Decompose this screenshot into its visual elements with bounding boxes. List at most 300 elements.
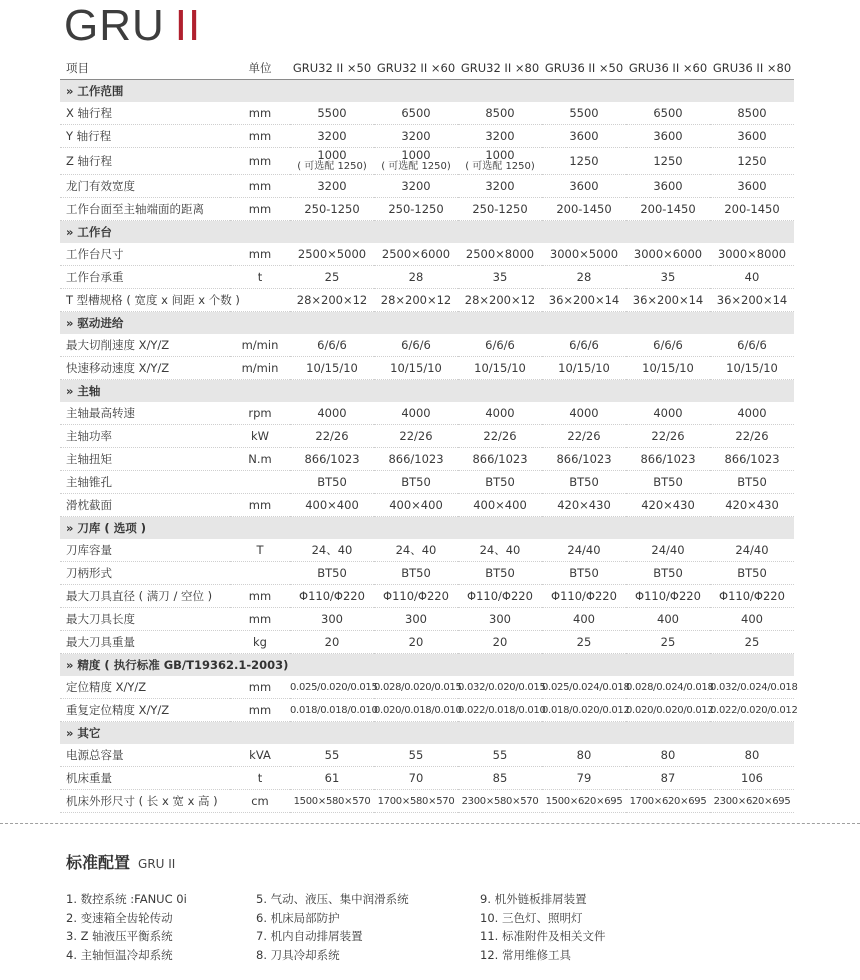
table-row bbox=[60, 175, 794, 198]
row-value bbox=[542, 125, 626, 148]
value-text: 3000×5000 bbox=[549, 247, 619, 261]
section-title: » 精度 ( 执行标准 GB/T19362.1-2003) bbox=[60, 654, 794, 677]
list-item: 12. 常用维修工具 bbox=[480, 947, 571, 962]
row-unit: N.m bbox=[230, 448, 290, 471]
value-text: 1250 bbox=[653, 154, 683, 168]
table-row bbox=[60, 102, 794, 125]
row-value bbox=[542, 471, 626, 494]
row-value bbox=[710, 448, 794, 471]
value-text: 1700×580×570 bbox=[377, 795, 455, 807]
row-value bbox=[374, 243, 458, 266]
row-value bbox=[626, 334, 710, 357]
row-value bbox=[542, 266, 626, 289]
value-text: 1000 bbox=[485, 148, 515, 162]
value-text: 4000 bbox=[569, 406, 599, 420]
value-text: 3200 bbox=[317, 129, 347, 143]
standard-title-text: 标准配置 bbox=[66, 853, 131, 872]
row-value bbox=[290, 198, 374, 221]
row-value bbox=[542, 585, 626, 608]
page-title bbox=[64, 2, 201, 50]
row-value bbox=[626, 425, 710, 448]
value-text: 866/1023 bbox=[472, 452, 528, 466]
table-row bbox=[60, 471, 794, 494]
row-unit: mm bbox=[230, 243, 290, 266]
value-text: 36×200×14 bbox=[716, 293, 788, 307]
row-unit bbox=[230, 471, 290, 494]
row-unit: mm bbox=[230, 125, 290, 148]
row-value bbox=[458, 494, 542, 517]
row-item: 工作台尺寸 bbox=[60, 243, 230, 266]
row-value bbox=[626, 175, 710, 198]
value-text: 6500 bbox=[401, 106, 431, 120]
table-row bbox=[60, 631, 794, 654]
value-text: BT50 bbox=[569, 566, 599, 580]
value-text: 1500×620×695 bbox=[545, 795, 623, 807]
row-value bbox=[626, 699, 714, 722]
value-text: 2300×580×570 bbox=[461, 795, 539, 807]
row-value bbox=[458, 148, 542, 175]
header-model: GRU32 II ×50 bbox=[290, 56, 374, 80]
value-text: 4000 bbox=[401, 406, 431, 420]
section-row bbox=[60, 380, 794, 403]
row-value bbox=[626, 266, 710, 289]
row-value bbox=[290, 402, 374, 425]
header-model: GRU36 II ×60 bbox=[626, 56, 710, 80]
value-text: 3000×8000 bbox=[717, 247, 787, 261]
value-text: 10/15/10 bbox=[390, 361, 442, 375]
value-text: 28×200×12 bbox=[464, 293, 536, 307]
value-text: 400×400 bbox=[473, 498, 527, 512]
value-text: 400×400 bbox=[389, 498, 443, 512]
value-text: 300 bbox=[489, 612, 511, 626]
row-item: 工作台面至主轴端面的距离 bbox=[60, 198, 230, 221]
table-row bbox=[60, 334, 794, 357]
value-text: BT50 bbox=[569, 475, 599, 489]
row-unit: mm bbox=[230, 175, 290, 198]
value-text: 6500 bbox=[653, 106, 683, 120]
value-text: 400 bbox=[573, 612, 595, 626]
value-text: 25 bbox=[744, 635, 760, 649]
value-text: 22/26 bbox=[399, 429, 433, 443]
row-value bbox=[290, 699, 378, 722]
row-value bbox=[710, 266, 794, 289]
row-item: 电源总容量 bbox=[60, 744, 230, 767]
section-title: » 驱动进给 bbox=[60, 312, 794, 335]
row-unit: mm bbox=[230, 494, 290, 517]
row-value bbox=[710, 608, 794, 631]
row-value bbox=[374, 631, 458, 654]
row-unit: kg bbox=[230, 631, 290, 654]
row-value bbox=[290, 744, 374, 767]
value-text: 106 bbox=[741, 771, 763, 785]
value-text: 3600 bbox=[737, 129, 767, 143]
row-unit: t bbox=[230, 767, 290, 790]
table-row bbox=[60, 243, 794, 266]
row-value bbox=[290, 266, 374, 289]
list-item: 6. 机床局部防护 bbox=[256, 910, 340, 925]
row-value bbox=[374, 425, 458, 448]
row-value bbox=[626, 125, 710, 148]
row-value bbox=[290, 631, 374, 654]
row-value bbox=[626, 631, 710, 654]
row-unit bbox=[230, 562, 290, 585]
row-unit: mm bbox=[230, 585, 290, 608]
row-item: 机床外形尺寸 ( 长 x 宽 x 高 ) bbox=[60, 790, 230, 813]
value-text: 55 bbox=[492, 748, 508, 762]
list-item: 7. 机内自动排屑装置 bbox=[256, 929, 363, 943]
value-text: Φ110/Φ220 bbox=[635, 589, 701, 603]
value-text: 866/1023 bbox=[640, 452, 696, 466]
value-text: 3600 bbox=[653, 179, 683, 193]
row-unit: kW bbox=[230, 425, 290, 448]
value-text: 24/40 bbox=[651, 543, 685, 557]
row-item: Z 轴行程 bbox=[60, 148, 230, 175]
row-item: 最大刀具直径 ( 满刀 / 空位 ) bbox=[60, 585, 230, 608]
value-text: 2300×620×695 bbox=[713, 795, 791, 807]
standard-list-col-2 bbox=[256, 890, 409, 964]
value-text: 3200 bbox=[401, 179, 431, 193]
row-value bbox=[374, 357, 458, 380]
row-value bbox=[374, 767, 458, 790]
row-unit: m/min bbox=[230, 334, 290, 357]
row-item: 最大刀具重量 bbox=[60, 631, 230, 654]
row-value bbox=[542, 608, 626, 631]
value-text: 6/6/6 bbox=[653, 338, 683, 352]
row-item: 工作台承重 bbox=[60, 266, 230, 289]
row-value bbox=[542, 102, 626, 125]
value-text: 10/15/10 bbox=[306, 361, 358, 375]
value-text: 55 bbox=[408, 748, 424, 762]
row-unit: kVA bbox=[230, 744, 290, 767]
row-value bbox=[542, 334, 626, 357]
row-value bbox=[710, 175, 794, 198]
row-value bbox=[542, 539, 626, 562]
value-text: 4000 bbox=[317, 406, 347, 420]
value-text: 61 bbox=[324, 771, 340, 785]
value-text: 10/15/10 bbox=[726, 361, 778, 375]
row-item: 主轴扭矩 bbox=[60, 448, 230, 471]
row-value bbox=[710, 562, 794, 585]
row-value bbox=[290, 676, 378, 699]
value-text: 6/6/6 bbox=[401, 338, 431, 352]
row-item: 重复定位精度 X/Y/Z bbox=[60, 699, 230, 722]
value-text: 6/6/6 bbox=[317, 338, 347, 352]
value-text: 0.022/0.020/0.012 bbox=[710, 704, 798, 716]
row-item: 滑枕截面 bbox=[60, 494, 230, 517]
value-text: 0.025/0.024/0.018 bbox=[542, 681, 630, 693]
row-value bbox=[290, 448, 374, 471]
row-value bbox=[458, 699, 546, 722]
row-value bbox=[626, 767, 710, 790]
value-text: 2500×6000 bbox=[381, 247, 451, 261]
value-text: 70 bbox=[408, 771, 424, 785]
row-value bbox=[458, 767, 542, 790]
row-item: 机床重量 bbox=[60, 767, 230, 790]
row-value bbox=[458, 562, 542, 585]
value-text: 250-1250 bbox=[304, 202, 360, 216]
value-text: 55 bbox=[324, 748, 340, 762]
row-value bbox=[374, 676, 462, 699]
row-unit: mm bbox=[230, 676, 290, 699]
row-value bbox=[290, 289, 374, 312]
row-value bbox=[710, 494, 794, 517]
value-text: 2500×8000 bbox=[465, 247, 535, 261]
table-row bbox=[60, 494, 794, 517]
row-value bbox=[290, 125, 374, 148]
row-value bbox=[542, 448, 626, 471]
row-item: 定位精度 X/Y/Z bbox=[60, 676, 230, 699]
value-text: 866/1023 bbox=[388, 452, 444, 466]
value-text: 8500 bbox=[485, 106, 515, 120]
table-row bbox=[60, 767, 794, 790]
row-value bbox=[374, 102, 458, 125]
value-text: 6/6/6 bbox=[737, 338, 767, 352]
value-text: 25 bbox=[576, 635, 592, 649]
row-value bbox=[374, 402, 458, 425]
row-value bbox=[374, 266, 458, 289]
list-item: 3. Z 轴液压平衡系统 bbox=[66, 929, 173, 943]
value-text: 420×430 bbox=[725, 498, 779, 512]
row-value bbox=[542, 175, 626, 198]
value-text: 20 bbox=[492, 635, 508, 649]
row-value bbox=[710, 198, 794, 221]
row-value bbox=[626, 790, 710, 813]
table-row bbox=[60, 266, 794, 289]
row-value bbox=[458, 471, 542, 494]
value-text: 10/15/10 bbox=[642, 361, 694, 375]
list-item: 9. 机外链板排屑装置 bbox=[480, 892, 587, 906]
row-value bbox=[374, 198, 458, 221]
row-value bbox=[542, 676, 630, 699]
value-text: Φ110/Φ220 bbox=[467, 589, 533, 603]
section-title: » 工作台 bbox=[60, 221, 794, 244]
row-value bbox=[458, 608, 542, 631]
value-note: ( 可选配 1250) bbox=[381, 161, 451, 172]
row-value bbox=[458, 448, 542, 471]
value-text: BT50 bbox=[317, 566, 347, 580]
row-value bbox=[626, 148, 710, 175]
value-text: 0.020/0.020/0.012 bbox=[626, 704, 714, 716]
value-text: 79 bbox=[576, 771, 592, 785]
row-value bbox=[290, 102, 374, 125]
row-unit: rpm bbox=[230, 402, 290, 425]
row-value bbox=[290, 471, 374, 494]
title-roman: II bbox=[174, 1, 202, 50]
value-text: BT50 bbox=[401, 566, 431, 580]
value-text: 1250 bbox=[569, 154, 599, 168]
value-text: 28 bbox=[576, 270, 592, 284]
value-text: 3600 bbox=[569, 129, 599, 143]
value-text: 3200 bbox=[485, 179, 515, 193]
row-value bbox=[626, 289, 710, 312]
list-item: 2. 变速箱全齿轮传动 bbox=[66, 910, 173, 925]
value-text: 3200 bbox=[485, 129, 515, 143]
value-text: 8500 bbox=[737, 106, 767, 120]
value-text: 0.028/0.024/0.018 bbox=[626, 681, 714, 693]
value-text: 28×200×12 bbox=[296, 293, 368, 307]
value-text: 80 bbox=[660, 748, 676, 762]
value-text: 22/26 bbox=[651, 429, 685, 443]
row-value bbox=[542, 289, 626, 312]
header-row bbox=[60, 56, 794, 80]
row-value bbox=[458, 334, 542, 357]
value-text: 250-1250 bbox=[472, 202, 528, 216]
row-value bbox=[626, 448, 710, 471]
spec-table bbox=[60, 56, 798, 813]
row-value bbox=[626, 608, 710, 631]
row-unit: mm bbox=[230, 608, 290, 631]
row-item: T 型槽规格 ( 宽度 x 间距 x 个数 ) bbox=[60, 289, 230, 312]
row-value bbox=[374, 585, 458, 608]
row-value bbox=[710, 148, 794, 175]
list-item: 10. 三色灯、照明灯 bbox=[480, 910, 583, 925]
row-value bbox=[710, 631, 794, 654]
value-text: 35 bbox=[660, 270, 676, 284]
value-text: 4000 bbox=[653, 406, 683, 420]
value-text: 80 bbox=[744, 748, 760, 762]
row-item: 刀柄形式 bbox=[60, 562, 230, 585]
row-value bbox=[374, 148, 458, 175]
row-value bbox=[710, 699, 798, 722]
row-value bbox=[626, 562, 710, 585]
row-value bbox=[290, 334, 374, 357]
table-row bbox=[60, 357, 794, 380]
value-text: 400×400 bbox=[305, 498, 359, 512]
value-text: 200-1450 bbox=[556, 202, 612, 216]
table-row bbox=[60, 198, 794, 221]
row-value bbox=[458, 676, 546, 699]
value-text: 1250 bbox=[737, 154, 767, 168]
row-value bbox=[458, 631, 542, 654]
row-value bbox=[290, 148, 374, 175]
header-unit: 单位 bbox=[230, 56, 290, 80]
list-item: 4. 主轴恒温冷却系统 bbox=[66, 947, 173, 962]
value-text: 36×200×14 bbox=[548, 293, 620, 307]
row-value bbox=[458, 539, 542, 562]
value-text: Φ110/Φ220 bbox=[719, 589, 785, 603]
row-value bbox=[626, 402, 710, 425]
standard-list-col-1 bbox=[66, 890, 187, 964]
table-row bbox=[60, 699, 794, 722]
list-item: 1. 数控系统 :FANUC 0i bbox=[66, 892, 187, 906]
header-item: 项目 bbox=[60, 56, 230, 80]
header-model: GRU32 II ×80 bbox=[458, 56, 542, 80]
row-value bbox=[626, 357, 710, 380]
row-value bbox=[458, 357, 542, 380]
row-value bbox=[710, 744, 794, 767]
title-main: GRU bbox=[64, 1, 165, 50]
row-value bbox=[458, 402, 542, 425]
value-text: 20 bbox=[324, 635, 340, 649]
table-row bbox=[60, 425, 794, 448]
section-row bbox=[60, 722, 794, 745]
value-text: 6/6/6 bbox=[569, 338, 599, 352]
value-text: 28 bbox=[408, 270, 424, 284]
value-text: 3200 bbox=[317, 179, 347, 193]
row-value bbox=[458, 125, 542, 148]
value-text: 200-1450 bbox=[640, 202, 696, 216]
row-value bbox=[374, 175, 458, 198]
section-row bbox=[60, 221, 794, 244]
row-value bbox=[542, 402, 626, 425]
row-value bbox=[290, 425, 374, 448]
value-text: 22/26 bbox=[483, 429, 517, 443]
row-value bbox=[458, 175, 542, 198]
value-text: BT50 bbox=[485, 475, 515, 489]
row-value bbox=[374, 790, 458, 813]
value-text: 20 bbox=[408, 635, 424, 649]
row-value bbox=[710, 289, 794, 312]
value-text: 3200 bbox=[401, 129, 431, 143]
section-title: » 工作范围 bbox=[60, 80, 794, 103]
value-text: 24、40 bbox=[395, 543, 437, 557]
value-text: 24、40 bbox=[311, 543, 353, 557]
row-item: 快速移动速度 X/Y/Z bbox=[60, 357, 230, 380]
value-text: 1500×580×570 bbox=[293, 795, 371, 807]
value-text: 3000×6000 bbox=[633, 247, 703, 261]
row-value bbox=[710, 243, 794, 266]
row-value bbox=[290, 562, 374, 585]
section-title: » 刀库 ( 选项 ) bbox=[60, 517, 794, 540]
row-value bbox=[458, 744, 542, 767]
row-value bbox=[710, 585, 794, 608]
row-item: X 轴行程 bbox=[60, 102, 230, 125]
row-value bbox=[542, 425, 626, 448]
row-item: 龙门有效宽度 bbox=[60, 175, 230, 198]
row-value bbox=[626, 494, 710, 517]
value-text: 87 bbox=[660, 771, 676, 785]
row-value bbox=[710, 790, 794, 813]
row-value bbox=[542, 243, 626, 266]
table-row bbox=[60, 562, 794, 585]
header-model: GRU32 II ×60 bbox=[374, 56, 458, 80]
value-note: ( 可选配 1250) bbox=[297, 161, 367, 172]
row-unit: mm bbox=[230, 148, 290, 175]
row-item: 刀库容量 bbox=[60, 539, 230, 562]
value-text: 3600 bbox=[653, 129, 683, 143]
table-row bbox=[60, 289, 794, 312]
value-text: 5500 bbox=[317, 106, 347, 120]
row-value bbox=[626, 471, 710, 494]
value-text: 4000 bbox=[485, 406, 515, 420]
value-text: 400 bbox=[657, 612, 679, 626]
row-value bbox=[626, 198, 710, 221]
value-text: 250-1250 bbox=[388, 202, 444, 216]
row-value bbox=[458, 266, 542, 289]
value-text: 80 bbox=[576, 748, 592, 762]
row-value bbox=[374, 608, 458, 631]
value-text: 300 bbox=[405, 612, 427, 626]
table-row bbox=[60, 539, 794, 562]
standard-config-title bbox=[66, 850, 175, 873]
value-text: Φ110/Φ220 bbox=[299, 589, 365, 603]
row-value bbox=[374, 289, 458, 312]
value-text: 866/1023 bbox=[304, 452, 360, 466]
row-value bbox=[542, 767, 626, 790]
standard-subtitle: GRU II bbox=[138, 857, 176, 871]
value-text: 24、40 bbox=[479, 543, 521, 557]
row-value bbox=[290, 539, 374, 562]
value-text: Φ110/Φ220 bbox=[383, 589, 449, 603]
value-text: 0.018/0.020/0.012 bbox=[542, 704, 630, 716]
row-value bbox=[542, 631, 626, 654]
value-text: 300 bbox=[321, 612, 343, 626]
table-row bbox=[60, 608, 794, 631]
row-value bbox=[542, 699, 630, 722]
value-text: 35 bbox=[492, 270, 508, 284]
value-text: BT50 bbox=[737, 566, 767, 580]
section-row bbox=[60, 654, 794, 677]
